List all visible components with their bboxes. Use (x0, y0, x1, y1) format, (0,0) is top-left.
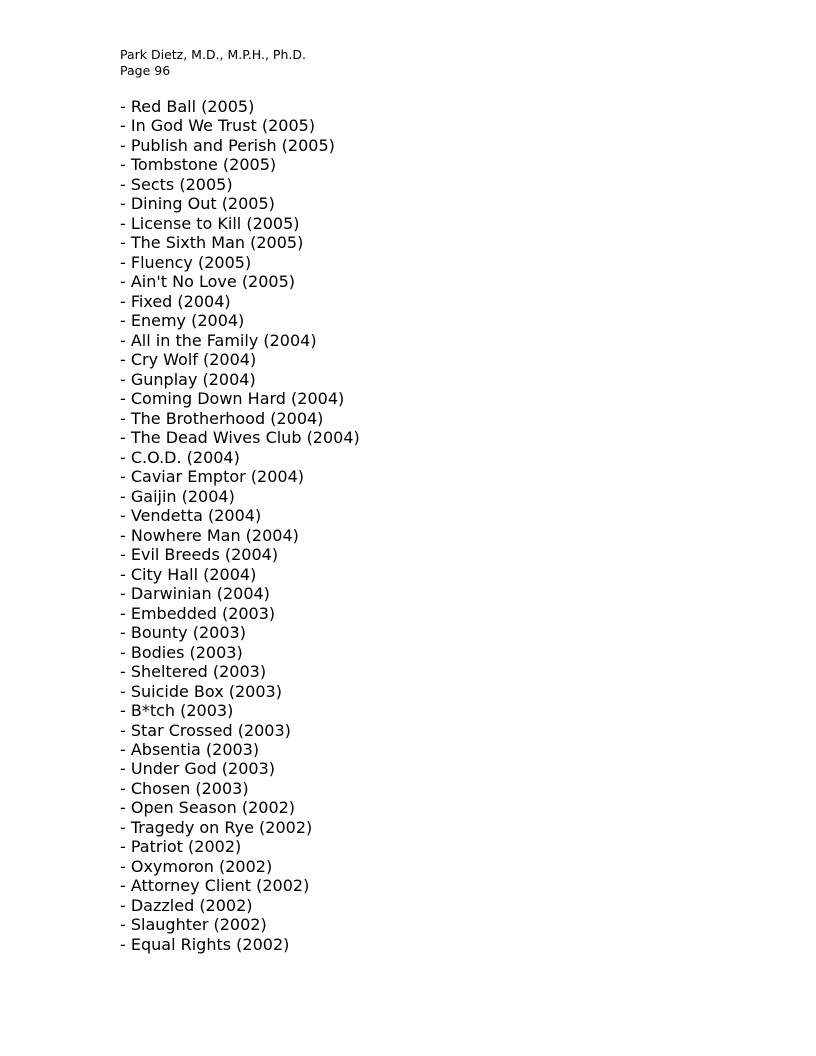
list-item: - Gaijin (2004) (120, 486, 235, 506)
list-item: - The Brotherhood (2004) (120, 408, 324, 428)
list-item: - Equal Rights (2002) (120, 934, 290, 954)
list-item: - Oxymoron (2002) (120, 856, 273, 876)
list-item: - Publish and Perish (2005) (120, 135, 335, 155)
page-header (120, 47, 306, 79)
list-item: - Dazzled (2002) (120, 895, 253, 915)
list-item: - Sects (2005) (120, 174, 233, 194)
list-item: - Caviar Emptor (2004) (120, 467, 304, 487)
list-item: - The Sixth Man (2005) (120, 233, 304, 253)
list-item: - Dining Out (2005) (120, 194, 275, 214)
list-item: - Coming Down Hard (2004) (120, 389, 345, 409)
list-item: - Darwinian (2004) (120, 584, 270, 604)
list-item: - Embedded (2003) (120, 603, 276, 623)
list-item: - In God We Trust (2005) (120, 116, 316, 136)
list-item: - Fluency (2005) (120, 252, 252, 272)
list-item: - Nowhere Man (2004) (120, 525, 299, 545)
list-item: - Chosen (2003) (120, 778, 249, 798)
list-item: - City Hall (2004) (120, 564, 257, 584)
list-item: - B*tch (2003) (120, 701, 234, 721)
list-item: - Bounty (2003) (120, 623, 246, 643)
list-item: - Ain't No Love (2005) (120, 272, 296, 292)
list-item: - Open Season (2002) (120, 798, 296, 818)
list-item: - Tragedy on Rye (2002) (120, 817, 313, 837)
list-item: - Star Crossed (2003) (120, 720, 291, 740)
list-item: - All in the Family (2004) (120, 330, 317, 350)
list-item: - Fixed (2004) (120, 291, 231, 311)
list-item: - C.O.D. (2004) (120, 447, 240, 467)
list-item: - Tombstone (2005) (120, 155, 277, 175)
list-item: - Bodies (2003) (120, 642, 243, 662)
page-number: Page 96 (120, 63, 171, 78)
list-item: - Enemy (2004) (120, 311, 245, 331)
author-line: Park Dietz, M.D., M.P.H., Ph.D. (120, 47, 306, 62)
list-item: - Slaughter (2002) (120, 915, 267, 935)
list-item: - Red Ball (2005) (120, 97, 255, 116)
list-item: - Gunplay (2004) (120, 369, 256, 389)
list-item: - Attorney Client (2002) (120, 876, 310, 896)
list-item: - Patriot (2002) (120, 837, 242, 857)
list-item: - License to Kill (2005) (120, 213, 300, 233)
list-item: - The Dead Wives Club (2004) (120, 428, 360, 448)
list-item: - Evil Breeds (2004) (120, 545, 279, 565)
list-item: - Under God (2003) (120, 759, 276, 779)
list-item: - Sheltered (2003) (120, 662, 267, 682)
list-item: - Vendetta (2004) (120, 506, 262, 526)
list-item: - Suicide Box (2003) (120, 681, 282, 701)
list-item: - Absentia (2003) (120, 739, 260, 759)
list-item: - Cry Wolf (2004) (120, 350, 257, 370)
episode-list (120, 97, 360, 954)
